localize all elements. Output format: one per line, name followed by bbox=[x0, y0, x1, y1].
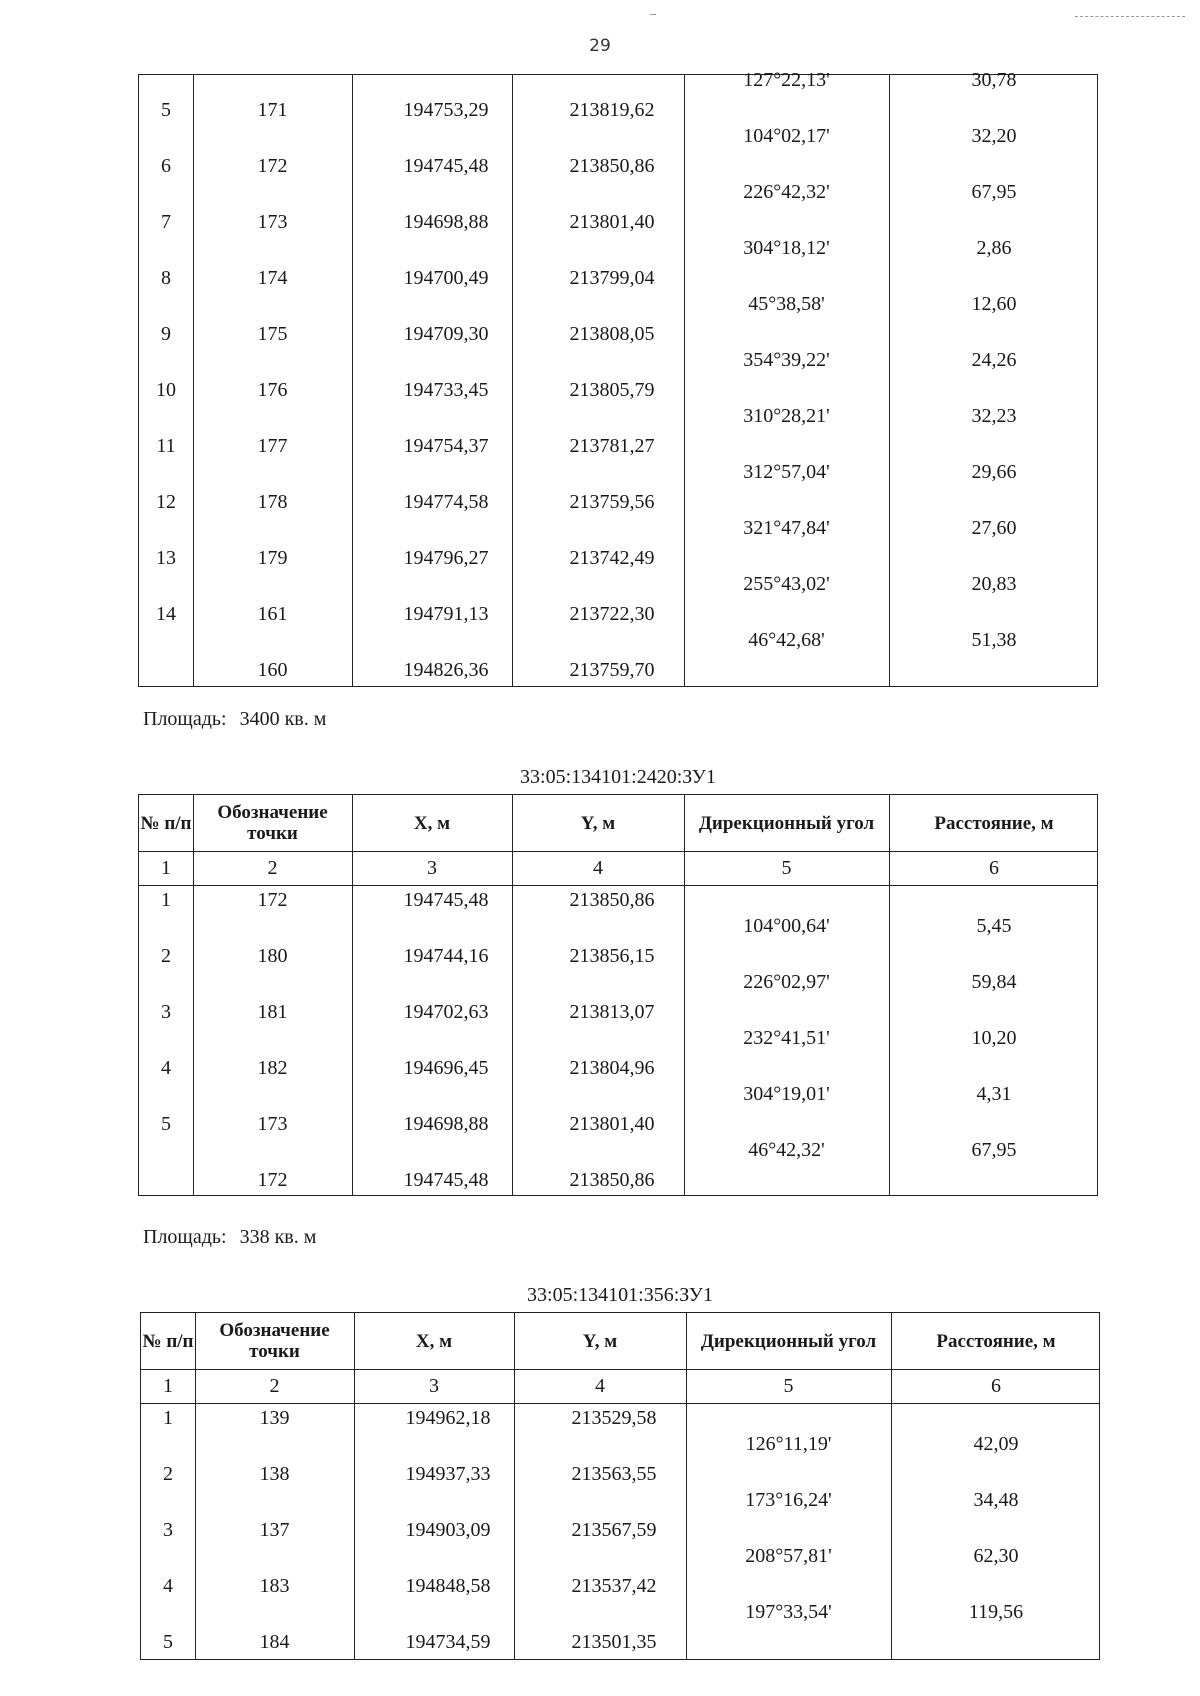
table-cell-y: 213537,42 bbox=[571, 1575, 657, 1597]
segment-distance: 59,84 bbox=[971, 971, 1017, 993]
table-cell-y: 213781,27 bbox=[569, 435, 655, 457]
column-number: 6 bbox=[991, 1375, 1001, 1397]
table-cell-pt: 183 bbox=[259, 1575, 290, 1597]
table-cell-y: 213856,15 bbox=[569, 945, 655, 967]
header-divider bbox=[139, 885, 1097, 886]
table-cell-n: 3 bbox=[161, 1001, 171, 1023]
column-number: 1 bbox=[163, 1375, 173, 1397]
header-angle: Дирекционный угол bbox=[700, 1330, 877, 1352]
direction-angle: 304°19,01' bbox=[743, 1083, 830, 1105]
segment-distance: 51,38 bbox=[971, 629, 1017, 651]
table-cell-x: 194745,48 bbox=[403, 1169, 489, 1191]
table-cell-n: 2 bbox=[163, 1463, 173, 1485]
table-cell-pt: 181 bbox=[257, 1001, 288, 1023]
column-divider bbox=[889, 795, 890, 1195]
direction-angle: 310°28,21' bbox=[743, 405, 830, 427]
direction-angle: 226°42,32' bbox=[743, 181, 830, 203]
area-value: 3400 кв. м bbox=[239, 708, 327, 730]
table-cell-x: 194700,49 bbox=[403, 267, 489, 289]
table-grid bbox=[138, 794, 1098, 1196]
segment-distance: 34,48 bbox=[973, 1489, 1019, 1511]
table-cell-n: 8 bbox=[161, 267, 171, 289]
table-cell-x: 194753,29 bbox=[403, 99, 489, 121]
table-cell-y: 213808,05 bbox=[569, 323, 655, 345]
segment-distance: 32,23 bbox=[971, 405, 1017, 427]
segment-distance: 27,60 bbox=[971, 517, 1017, 539]
header-num: № п/п bbox=[142, 1330, 194, 1352]
table-cell-pt: 161 bbox=[257, 603, 288, 625]
table-cell-x: 194826,36 bbox=[403, 659, 489, 681]
table-cell-n: 5 bbox=[161, 1113, 171, 1135]
table-cell-pt: 180 bbox=[257, 945, 288, 967]
direction-angle: 354°39,22' bbox=[743, 349, 830, 371]
header-y: Y, м bbox=[580, 812, 616, 834]
segment-distance: 24,26 bbox=[971, 349, 1017, 371]
table-cell-n: 1 bbox=[163, 1407, 173, 1429]
table-cell-pt: 172 bbox=[257, 155, 288, 177]
direction-angle: 104°02,17' bbox=[743, 125, 830, 147]
column-number: 6 bbox=[989, 857, 999, 879]
table-cell-x: 194698,88 bbox=[403, 211, 489, 233]
table-cell-n: 4 bbox=[163, 1575, 173, 1597]
table-cell-pt: 137 bbox=[259, 1519, 290, 1541]
scan-mark bbox=[1075, 16, 1185, 19]
table-cell-n: 4 bbox=[161, 1057, 171, 1079]
table-cell-pt: 173 bbox=[257, 1113, 288, 1135]
table-cell-n: 9 bbox=[161, 323, 171, 345]
area-line-1 bbox=[143, 708, 326, 731]
column-number: 2 bbox=[269, 1375, 280, 1397]
table-cell-y: 213850,86 bbox=[569, 1169, 655, 1191]
table-cell-x: 194733,45 bbox=[403, 379, 489, 401]
header-divider bbox=[141, 1369, 1099, 1370]
table-cell-pt: 178 bbox=[257, 491, 288, 513]
table-grid bbox=[138, 69, 1098, 687]
table-cell-pt: 171 bbox=[257, 99, 288, 121]
table-cell-x: 194696,45 bbox=[403, 1057, 489, 1079]
table-cell-y: 213563,55 bbox=[571, 1463, 657, 1485]
direction-angle: 127°22,13' bbox=[743, 69, 830, 91]
column-divider bbox=[193, 795, 194, 1195]
direction-angle: 45°38,58' bbox=[748, 293, 825, 315]
column-number: 4 bbox=[595, 1375, 605, 1397]
direction-angle: 255°43,02' bbox=[743, 573, 830, 595]
table-cell-pt: 184 bbox=[259, 1631, 290, 1653]
table-cell-n: 6 bbox=[161, 155, 171, 177]
table-cell-n: 2 bbox=[161, 945, 171, 967]
column-divider bbox=[684, 795, 685, 1195]
table-cell-pt: 174 bbox=[257, 267, 288, 289]
table-cell-y: 213799,04 bbox=[569, 267, 655, 289]
header-point: Обозначение точки bbox=[217, 802, 328, 844]
segment-distance: 32,20 bbox=[971, 125, 1017, 147]
header-num: № п/п bbox=[140, 812, 192, 834]
table-cell-n: 11 bbox=[156, 435, 176, 457]
column-divider bbox=[512, 795, 513, 1195]
table-cell-y: 213722,30 bbox=[569, 603, 655, 625]
header-divider bbox=[139, 851, 1097, 852]
table-caption-2420: 33:05:134101:2420:ЗУ1 bbox=[520, 766, 716, 788]
table-cell-pt: 177 bbox=[257, 435, 288, 457]
segment-distance: 12,60 bbox=[971, 293, 1017, 315]
table-caption-356: 33:05:134101:356:ЗУ1 bbox=[527, 1284, 713, 1306]
table-grid bbox=[140, 1312, 1100, 1660]
coordinates-table-2420 bbox=[138, 794, 1098, 1196]
segment-distance: 2,86 bbox=[976, 237, 1012, 259]
direction-angle: 226°02,97' bbox=[743, 971, 830, 993]
area-label: Площадь: bbox=[143, 708, 227, 730]
direction-angle: 208°57,81' bbox=[745, 1545, 832, 1567]
column-number: 1 bbox=[161, 857, 171, 879]
segment-distance: 62,30 bbox=[973, 1545, 1019, 1567]
segment-distance: 4,31 bbox=[976, 1083, 1012, 1105]
area-value: 338 кв. м bbox=[239, 1226, 317, 1248]
table-cell-y: 213850,86 bbox=[569, 155, 655, 177]
table-cell-x: 194796,27 bbox=[403, 547, 489, 569]
table-cell-pt: 175 bbox=[257, 323, 288, 345]
segment-distance: 30,78 bbox=[971, 69, 1017, 91]
table-cell-pt: 172 bbox=[257, 1169, 288, 1191]
segment-distance: 42,09 bbox=[973, 1433, 1019, 1455]
table-cell-x: 194698,88 bbox=[403, 1113, 489, 1135]
table-cell-y: 213805,79 bbox=[569, 379, 655, 401]
table-cell-pt: 172 bbox=[257, 889, 288, 911]
column-divider bbox=[352, 795, 353, 1195]
header-x: X, м bbox=[415, 1330, 453, 1352]
table-cell-n: 12 bbox=[156, 491, 176, 513]
direction-angle: 197°33,54' bbox=[745, 1601, 832, 1623]
table-cell-x: 194702,63 bbox=[403, 1001, 489, 1023]
area-line-2 bbox=[143, 1226, 316, 1249]
table-cell-y: 213850,86 bbox=[569, 889, 655, 911]
table-cell-n: 1 bbox=[161, 889, 171, 911]
column-divider bbox=[352, 75, 353, 686]
column-number: 5 bbox=[783, 1375, 794, 1397]
table-cell-x: 194903,09 bbox=[405, 1519, 491, 1541]
table-cell-y: 213567,59 bbox=[571, 1519, 657, 1541]
table-cell-y: 213801,40 bbox=[569, 211, 655, 233]
table-cell-x: 194744,16 bbox=[403, 945, 489, 967]
table-cell-n: 5 bbox=[161, 99, 171, 121]
column-number: 4 bbox=[593, 857, 603, 879]
table-cell-n: 10 bbox=[156, 379, 176, 401]
direction-angle: 304°18,12' bbox=[743, 237, 830, 259]
coordinates-table-356 bbox=[140, 1312, 1100, 1660]
table-cell-n: 3 bbox=[163, 1519, 173, 1541]
segment-distance: 20,83 bbox=[971, 573, 1017, 595]
table-cell-pt: 182 bbox=[257, 1057, 288, 1079]
table-cell-y: 213759,56 bbox=[569, 491, 655, 513]
table-cell-x: 194745,48 bbox=[403, 889, 489, 911]
table-cell-pt: 179 bbox=[257, 547, 288, 569]
table-cell-y: 213801,40 bbox=[569, 1113, 655, 1135]
area-label: Площадь: bbox=[143, 1226, 227, 1248]
segment-distance: 119,56 bbox=[968, 1601, 1024, 1623]
direction-angle: 126°11,19' bbox=[745, 1433, 832, 1455]
table-cell-pt: 176 bbox=[257, 379, 288, 401]
segment-distance: 5,45 bbox=[976, 915, 1012, 937]
page-number: 29 bbox=[589, 36, 611, 56]
table-cell-n: 13 bbox=[156, 547, 176, 569]
table-cell-x: 194774,58 bbox=[403, 491, 489, 513]
table-cell-x: 194754,37 bbox=[403, 435, 489, 457]
direction-angle: 232°41,51' bbox=[743, 1027, 830, 1049]
direction-angle: 312°57,04' bbox=[743, 461, 830, 483]
table-cell-x: 194962,18 bbox=[405, 1407, 491, 1429]
table-cell-x: 194745,48 bbox=[403, 155, 489, 177]
direction-angle: 173°16,24' bbox=[745, 1489, 832, 1511]
table-cell-n: 7 bbox=[161, 211, 171, 233]
header-point: Обозначение точки bbox=[219, 1320, 330, 1362]
direction-angle: 46°42,32' bbox=[748, 1139, 825, 1161]
column-number: 3 bbox=[429, 1375, 439, 1397]
segment-distance: 67,95 bbox=[971, 1139, 1017, 1161]
table-cell-n: 5 bbox=[163, 1631, 173, 1653]
table-cell-x: 194937,33 bbox=[405, 1463, 491, 1485]
coordinates-table-continued bbox=[138, 69, 1098, 687]
table-cell-y: 213759,70 bbox=[569, 659, 655, 681]
table-cell-x: 194791,13 bbox=[403, 603, 489, 625]
table-cell-x: 194848,58 bbox=[405, 1575, 491, 1597]
header-y: Y, м bbox=[582, 1330, 618, 1352]
direction-angle: 321°47,84' bbox=[743, 517, 830, 539]
table-cell-y: 213529,58 bbox=[571, 1407, 657, 1429]
header-dist: Расстояние, м bbox=[934, 812, 1054, 834]
table-cell-y: 213819,62 bbox=[569, 99, 655, 121]
table-cell-y: 213501,35 bbox=[571, 1631, 657, 1653]
header-x: X, м bbox=[413, 812, 451, 834]
table-cell-x: 194709,30 bbox=[403, 323, 489, 345]
segment-distance: 67,95 bbox=[971, 181, 1017, 203]
table-cell-y: 213742,49 bbox=[569, 547, 655, 569]
table-cell-pt: 139 bbox=[259, 1407, 290, 1429]
column-number: 5 bbox=[781, 857, 792, 879]
table-cell-pt: 138 bbox=[259, 1463, 290, 1485]
segment-distance: 29,66 bbox=[971, 461, 1017, 483]
header-divider bbox=[141, 1403, 1099, 1404]
direction-angle: 46°42,68' bbox=[748, 629, 825, 651]
direction-angle: 104°00,64' bbox=[743, 915, 830, 937]
header-angle: Дирекционный угол bbox=[698, 812, 875, 834]
header-dist: Расстояние, м bbox=[936, 1330, 1056, 1352]
table-cell-x: 194734,59 bbox=[405, 1631, 491, 1653]
table-cell-y: 213804,96 bbox=[569, 1057, 655, 1079]
segment-distance: 10,20 bbox=[971, 1027, 1017, 1049]
column-number: 2 bbox=[267, 857, 278, 879]
table-cell-pt: 160 bbox=[257, 659, 288, 681]
scan-mark bbox=[650, 14, 656, 15]
table-cell-y: 213813,07 bbox=[569, 1001, 655, 1023]
column-number: 3 bbox=[427, 857, 437, 879]
table-cell-n: 14 bbox=[156, 603, 176, 625]
table-cell-pt: 173 bbox=[257, 211, 288, 233]
